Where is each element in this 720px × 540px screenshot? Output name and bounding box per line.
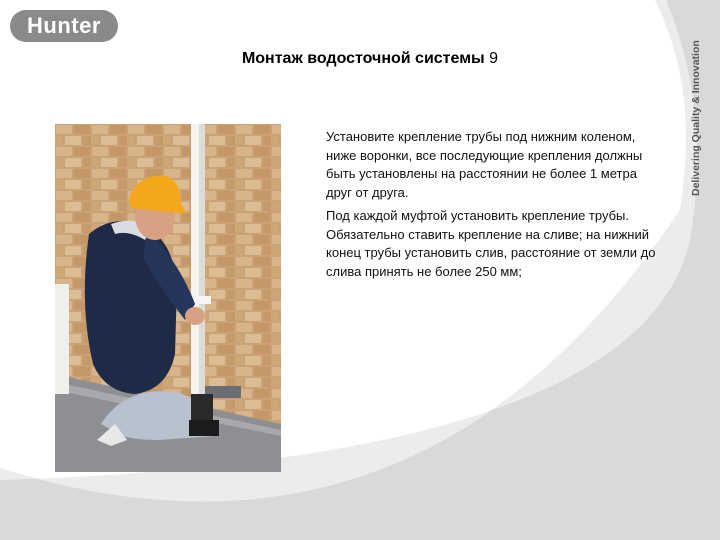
logo-text: Hunter — [27, 13, 101, 38]
hunter-logo — [10, 10, 118, 42]
slide-title-text: Монтаж водосточной системы — [241, 50, 485, 67]
tagline — [690, 176, 702, 196]
slide-title — [0, 50, 720, 68]
slide-number: 9 — [489, 50, 499, 67]
paragraph-1: Установите крепление трубы под нижним коленом, ниже воронки, все последующие крепления должны быть установлены на расстоянии не более 1 метра друг от друга. — [326, 129, 643, 200]
worker-photo — [55, 124, 281, 472]
slide-body — [326, 128, 666, 286]
paragraph-2: Под каждой муфтой установить крепление трубы. Обязательно ставить крепление на сливе; на нижний конец трубы установить слив, расстояние от земли до слива принять не более 250 мм; — [326, 208, 656, 279]
